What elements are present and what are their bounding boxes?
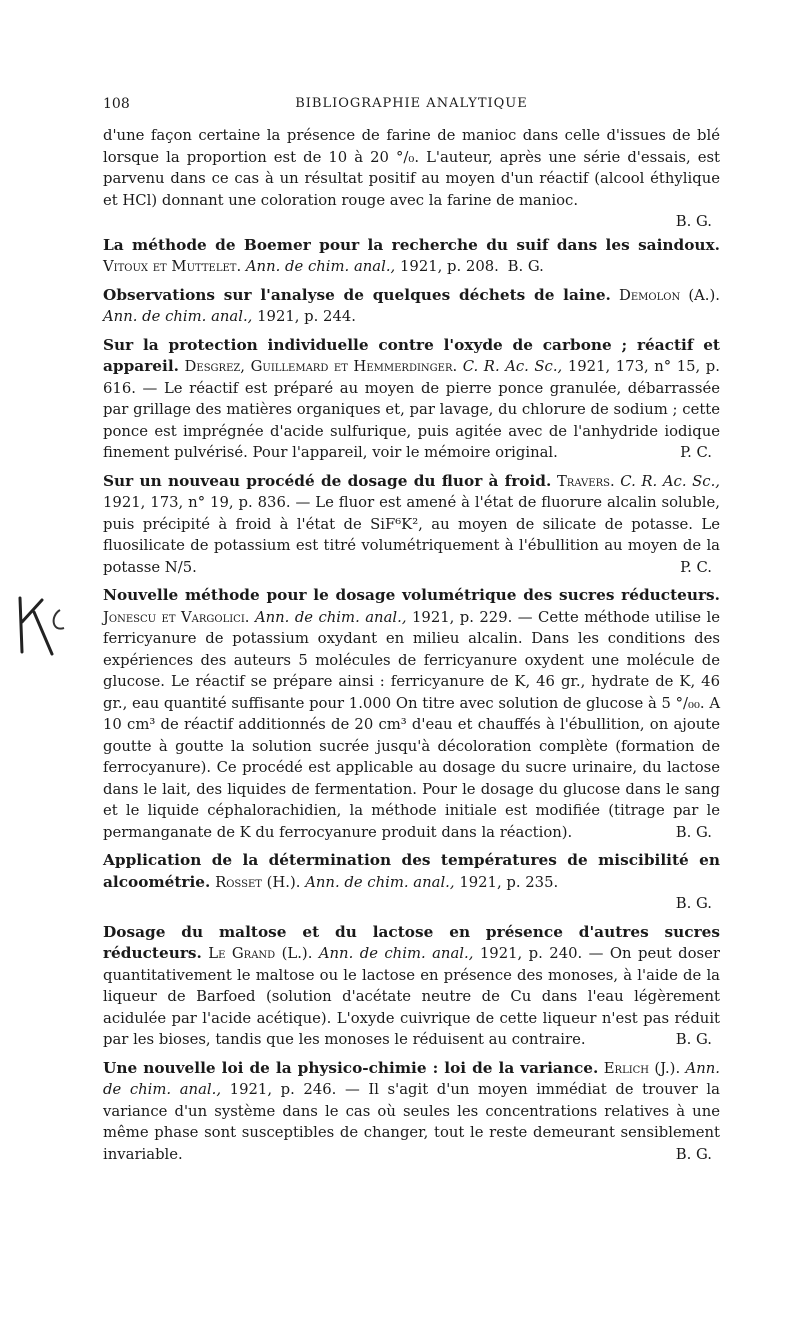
bib-entry [103, 850, 720, 915]
handwritten-margin-mark [12, 592, 102, 662]
entry-signature: P. C. [680, 558, 712, 576]
entry-title: Une nouvelle loi de la physico-chimie : loi de la variance. [103, 1058, 599, 1077]
entry-title: Sur la protection individuelle contre l'oxyde de carbone ; réactif et appareil. [103, 335, 720, 375]
bib-entry [103, 585, 720, 843]
intro-signature: B. G. [675, 213, 712, 230]
entry-abstract: Cette méthode utilise le ferricyanure de potassium oxydant en milieu alcalin. Dans les conditions des expériences des auteurs 5 molécules de ferricyanure oxydent une molécule de glucose. Le réactif se prépare ainsi : ferricyanure de K, 46 gr., hydrate de K, 46 gr., eau quantité suffisante pour 1.000 On titre avec solution de glucose à 5 °/₀₀. A 10 cm³ de réactif additionnés de 20 cm³ d'eau et chauffés à l'ébullition, on ajoute goutte à goutte la solution sucrée jusqu'à décoloration complète (formation de ferrocyanure). Ce procédé est applicable au dosage du sucre urinaire, du lactose dans le lait, des liquides de fermentation. Pour le dosage du glucose dans le sang et le liquide céphalorachidien, la méthode initiale est modifiée (titrage par le permanganate de K du ferrocyanure produit dans la réaction). [103, 608, 720, 841]
entry-authors: Desgrez, Guillemard et Hemmerdinger. [184, 358, 458, 375]
entry-ref: 1921, p. 208. [399, 258, 499, 275]
entry-abstract: Le fluor est amené à l'état de fluorure alcalin soluble, puis précipité à froid à l'état de SiF⁶K², au moyen de silicate de potasse. Le fluosilicate de potassium est titré volumétriquement à l'ébullition au moyen de la potasse N/5. [103, 494, 720, 576]
entry-authors: Travers. [556, 472, 615, 490]
entry-journal: C. R. Ac. Sc., [620, 472, 720, 490]
entry-title: Observations sur l'analyse de quelques déchets de laine. [103, 285, 611, 304]
entry-abstract: Il s'agit d'un moyen immédiat de trouver la variance d'un système dans le cas où seules les concentrations relatives à une même phase sont susceptibles de changer, tout le reste demeurant sensiblement invariable. [103, 1081, 720, 1163]
entry-ref: 1921, 173, n° 15, p. 616. — [103, 358, 720, 397]
entry-title: Application de la détermination des températures de miscibilité en alcoométrie. [103, 851, 720, 891]
entry-authors: Demolon (A.). [619, 286, 720, 304]
entry-signature: B. G. [675, 1145, 712, 1163]
entry-title: La méthode de Boemer pour la recherche du suif dans les saindoux. [103, 235, 720, 254]
entry-ref: 1921, p. 229. — [411, 608, 533, 626]
entry-journal: C. R. Ac. Sc., [462, 358, 563, 375]
running-title: BIBLIOGRAPHIE ANALYTIQUE [295, 96, 528, 111]
bib-entry [103, 1058, 720, 1166]
bib-entry [103, 235, 720, 278]
entry-authors: Le Grand (L.). [208, 945, 313, 962]
entry-journal: Ann. de chim. anal., [254, 608, 407, 626]
entry-title: Nouvelle méthode pour le dosage volumétrique des sucres réducteurs. [103, 586, 720, 604]
entry-journal: Ann. de chim. anal., [103, 308, 253, 325]
entry-title: Sur un nouveau procédé de dosage du fluor à froid. [103, 471, 552, 490]
entry-title: Dosage du maltose et du lactose en présence d'autres sucres réducteurs. [103, 922, 720, 962]
bib-entry [103, 922, 720, 1051]
page-number: 108 [103, 96, 130, 112]
entry-authors: Rosset (H.). [215, 873, 301, 891]
entry-ref: 1921, 173, n° 19, p. 836. — [103, 494, 311, 511]
bib-entry [103, 335, 720, 464]
intro-paragraph [103, 125, 720, 233]
entry-journal: Ann. de chim. anal., [103, 1059, 720, 1098]
bib-entry [103, 471, 720, 579]
entry-ref: 1921, p. 244. [257, 308, 356, 325]
entry-ref: 1921, p. 246. — [229, 1081, 360, 1098]
entry-signature: B. G. [675, 895, 712, 912]
entry-signature: B. G. [507, 258, 544, 275]
entry-ref: 1921, p. 235. [459, 873, 559, 891]
entry-ref: 1921, p. 240. — [479, 945, 604, 962]
bib-entry [103, 285, 720, 328]
entry-abstract: Le réactif est préparé au moyen de pierre ponce granulée, débarrassée par grillage des matières organiques et, par lavage, du chlorure de sodium ; cette ponce est imprégnée d'acide sulfurique, puis agitée avec de l'anhydride iodique finement pulvérisé. Pour l'appareil, voir le mémoire original. [103, 379, 720, 461]
page [103, 96, 720, 1165]
entry-signature: B. G. [675, 823, 712, 841]
entry-authors: Vitoux et Muttelet. [103, 258, 242, 275]
entry-journal: Ann. de chim. anal., [245, 258, 396, 275]
intro-text: d'une façon certaine la présence de farine de manioc dans celle d'issues de blé lorsque la proportion est de 10 à 20 °/₀. L'auteur, après une série d'essais, est parvenu dans ce cas à un résultat positif au moyen d'un réactif (alcool éthylique et HCl) donnant une coloration rouge avec la farine de manioc. [103, 127, 720, 209]
entry-journal: Ann. de chim. anal., [318, 945, 474, 962]
running-header [103, 96, 720, 118]
entry-journal: Ann. de chim. anal., [305, 873, 455, 891]
entry-signature: B. G. [675, 1031, 712, 1048]
entry-authors: Jonescu et Vargolici. [103, 608, 250, 626]
entry-abstract: On peut doser quantitativement le maltose ou le lactose en présence des monoses, à l'aide de la liqueur de Barfoed (solution d'acétate neutre de Cu dans l'eau légèrement acidulée par l'acide acétique). L'oxyde cuivrique de cette liqueur n'est pas réduit par les bioses, tandis que les monoses le réduisent au contraire. [103, 945, 720, 1048]
entry-signature: P. C. [680, 444, 712, 461]
entry-authors: Erlich (J.). [603, 1059, 681, 1077]
